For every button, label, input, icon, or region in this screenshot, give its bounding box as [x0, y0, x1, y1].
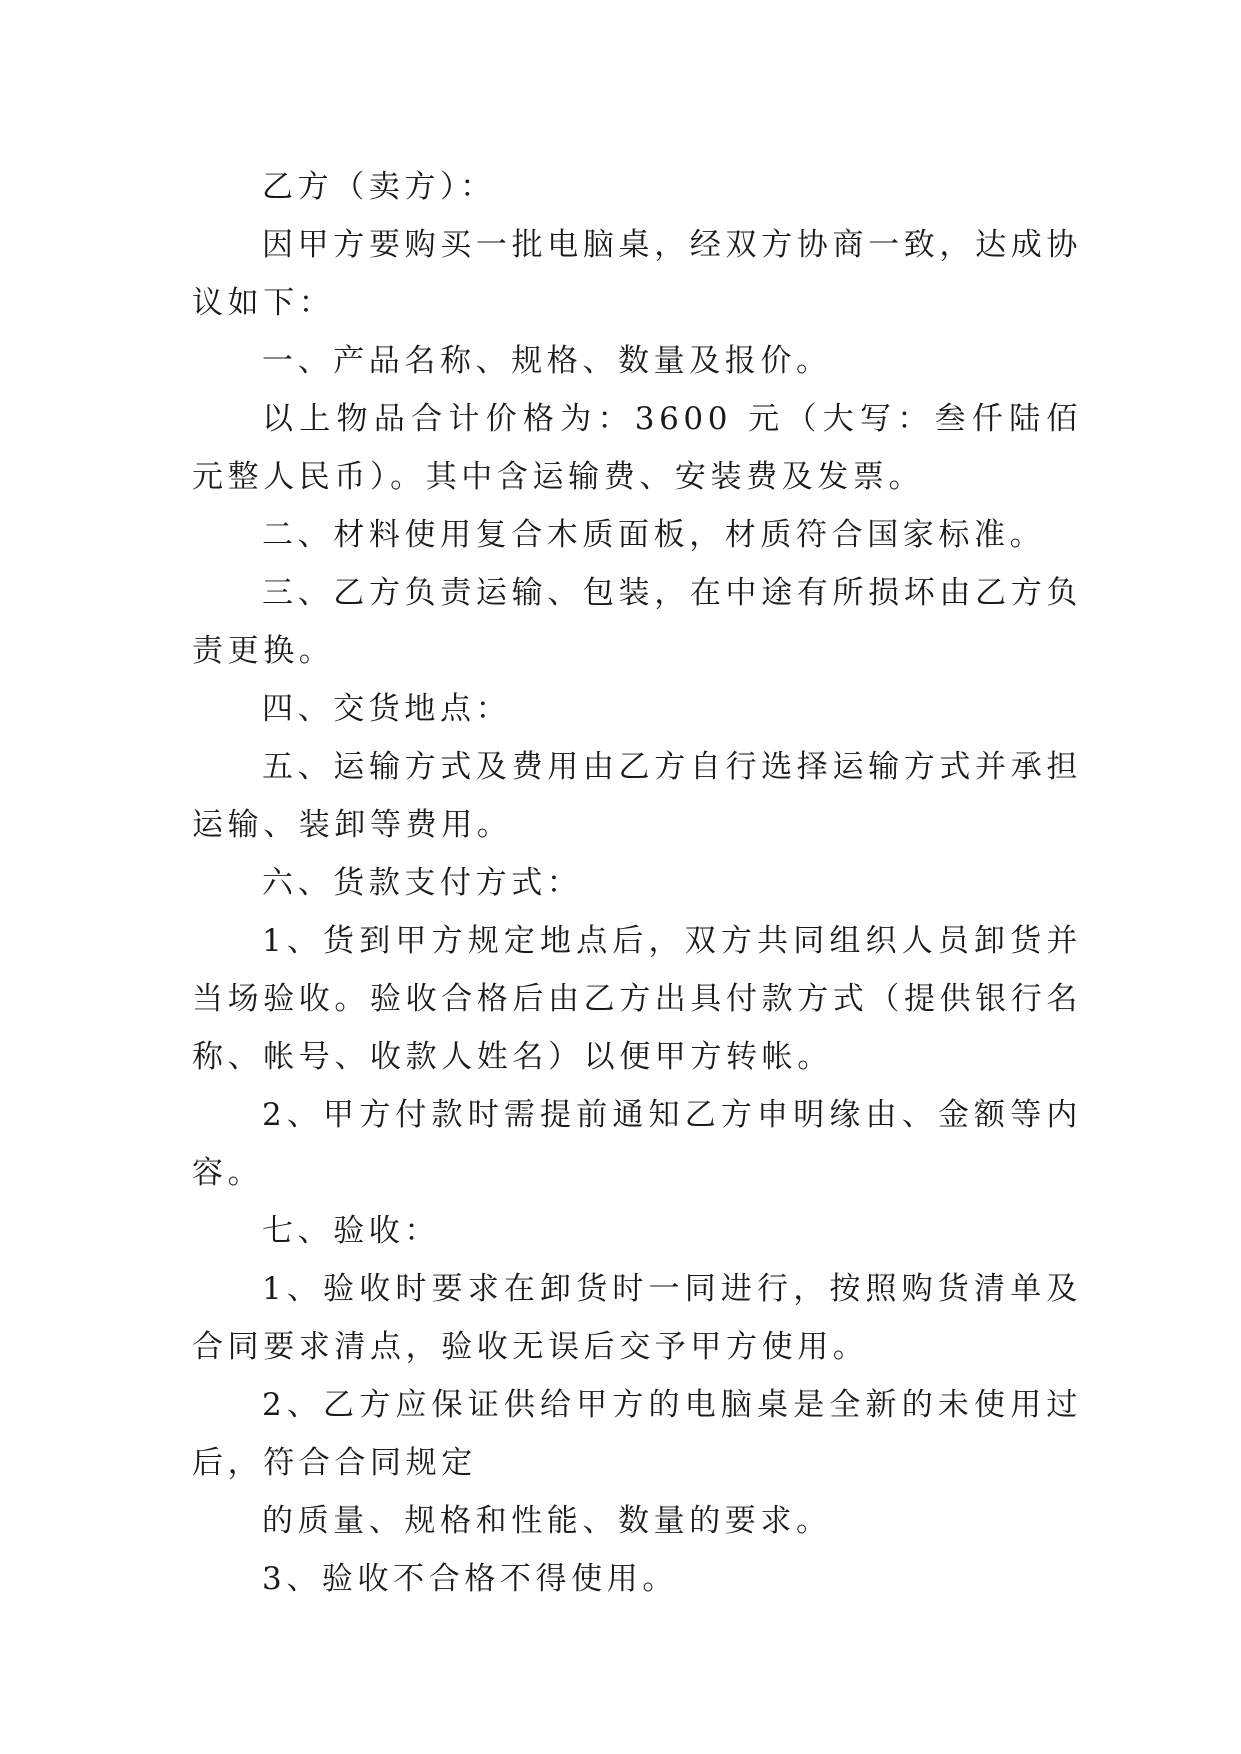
paragraph-clause-2: 二、材料使用复合木质面板，材质符合国家标准。 — [262, 517, 1046, 553]
paragraph-clause-7-item-1: 1、验收时要求在卸货时一同进行，按照购货清单及合同要求清点，验收无误后交予甲方使用。 — [192, 1271, 1082, 1365]
paragraph-clause-5: 五、运输方式及费用由乙方自行选择运输方式并承担运输、装卸等费用。 — [192, 749, 1082, 843]
paragraph-clause-3: 三、乙方负责运输、包装，在中途有所损坏由乙方负责更换。 — [192, 575, 1082, 669]
paragraph-clause-6-item-2: 2、甲方付款时需提前通知乙方申明缘由、金额等内容。 — [192, 1097, 1082, 1191]
paragraph-clause-6: 六、货款支付方式： — [262, 865, 583, 901]
paragraph-intro: 因甲方要购买一批电脑桌，经双方协商一致，达成协议如下： — [192, 227, 1082, 321]
paragraph-clause-1: 一、产品名称、规格、数量及报价。 — [262, 343, 832, 379]
paragraph-clause-6-item-1: 1、货到甲方规定地点后，双方共同组织人员卸货并当场验收。验收合格后由乙方出具付款方式（提供银行名称、帐号、收款人姓名）以便甲方转帐。 — [192, 923, 1082, 1075]
paragraph-clause-7-item-2-cont: 的质量、规格和性能、数量的要求。 — [262, 1503, 832, 1539]
paragraph-clause-7: 七、验收： — [262, 1213, 440, 1249]
paragraph-clause-7-item-2: 2、乙方应保证供给甲方的电脑桌是全新的未使用过后，符合合同规定 — [192, 1387, 1082, 1481]
document-body — [192, 158, 1082, 1608]
paragraph-clause-4: 四、交货地点： — [262, 691, 512, 727]
paragraph-seller: 乙方（卖方）： — [262, 169, 496, 205]
paragraph-clause-7-item-3: 3、验收不合格不得使用。 — [262, 1561, 678, 1597]
paragraph-total-price: 以上物品合计价格为：3600 元（大写：叁仟陆佰元整人民币）。其中含运输费、安装费及发票。 — [192, 401, 1082, 495]
